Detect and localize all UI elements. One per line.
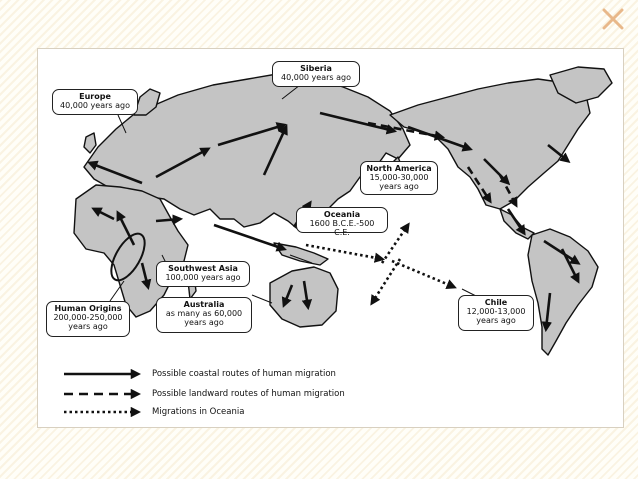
legend-swatches [64,374,138,412]
landmass-south-america [528,229,598,355]
callout-human-origins-range: 200,000-250,000 [53,313,123,322]
callout-australia-range: as many as 60,000 [165,309,243,318]
callout-chile-title: Chile [484,298,508,307]
callout-north-america-range: 15,000-30,000 [369,173,429,182]
callout-europe [52,89,138,115]
callout-southwest-asia-date: 100,000 years ago [165,273,241,282]
callout-human-origins-title: Human Origins [54,304,122,313]
legend-item-coastal [142,367,336,381]
callout-human-origins-suffix: years ago [68,322,108,331]
legend-item-landward [142,387,345,401]
route-oceania-south [372,259,400,303]
landmass-australia [270,267,338,327]
legend-label-coastal: Possible coastal routes of human migration [152,369,336,379]
callout-chile-suffix: years ago [476,316,516,325]
callout-oceania-range: 1600 B.C.E.-500 C.E. [309,219,375,237]
slide-corner-decoration [602,8,624,30]
callout-oceania [296,207,388,237]
landmass-indonesia [274,243,328,265]
callout-chile-range: 12,000-13,000 [466,307,526,316]
callout-human-origins [46,301,130,337]
callout-europe-title: Europe [79,92,111,101]
callout-australia-title: Australia [183,300,225,309]
route-oceania-southeast [392,261,454,287]
legend-item-oceania [142,405,244,419]
legend-label-oceania: Migrations in Oceania [152,407,245,417]
callout-siberia-date: 40,000 years ago [281,73,351,82]
legend-label-landward: Possible landward routes of human migration [152,389,345,399]
migration-map-figure [37,48,624,428]
callout-chile [458,295,534,331]
callout-australia [156,297,252,333]
callout-australia-suffix: years ago [184,318,224,327]
callout-north-america-suffix: years ago [379,182,419,191]
landmass-britain [84,133,96,153]
callout-europe-date: 40,000 years ago [60,101,130,110]
callout-siberia [272,61,360,87]
callout-north-america-title: North America [366,164,432,173]
callout-southwest-asia [156,261,250,287]
callout-southwest-asia-title: Southwest Asia [168,264,238,273]
callout-oceania-title: Oceania [323,210,361,219]
route-india-coast [214,225,284,249]
callout-siberia-title: Siberia [300,64,332,73]
callout-north-america [360,161,438,195]
